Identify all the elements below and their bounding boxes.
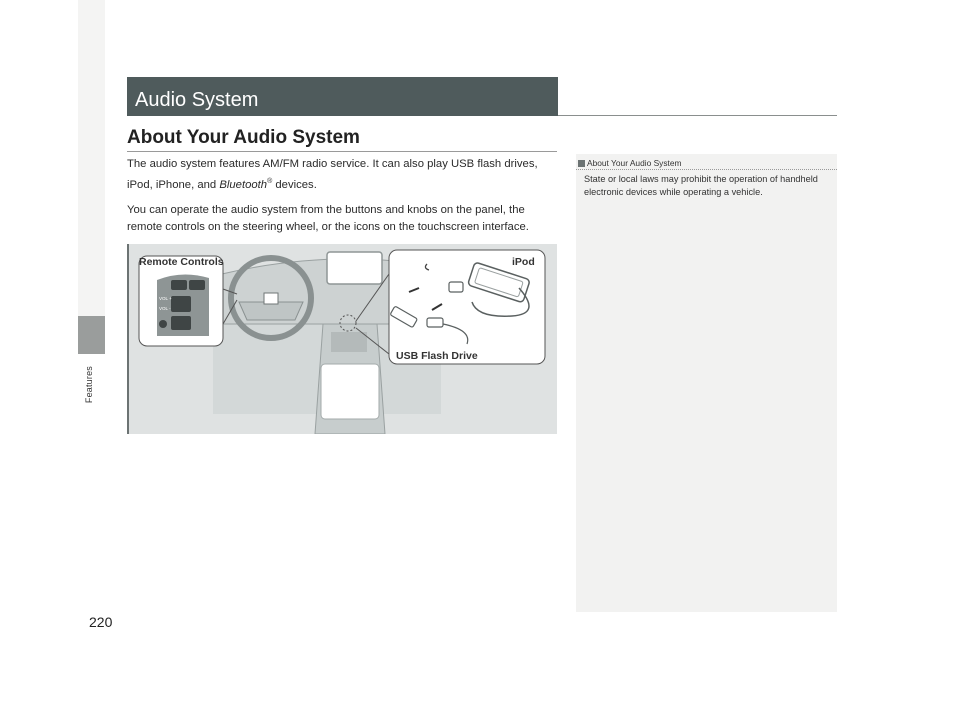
page-number: 220: [89, 614, 113, 630]
usb-flash-drive-label: USB Flash Drive: [396, 350, 478, 362]
note-title-text: About Your Audio System: [587, 158, 682, 168]
section-rule: [558, 115, 837, 116]
heading-rule: [127, 151, 557, 152]
note-title: [578, 158, 682, 168]
intro-text-end: devices.: [272, 178, 317, 191]
section-title: Audio System: [127, 77, 558, 116]
intro-text: The audio system features AM/FM radio service. It can also play USB flash drives, iPod, iPhone, and: [127, 158, 538, 191]
chapter-tab: [78, 316, 105, 354]
vol-down-label: VOL -: [159, 306, 171, 311]
note-text: State or local laws may prohibit the operation of handheld electronic devices while operating a vehicle.: [584, 174, 818, 198]
registered-mark: ®: [267, 178, 273, 185]
controls-paragraph: You can operate the audio system from the buttons and knobs on the panel, the remote controls on the steering wheel, or the icons on the touchscreen interface.: [127, 204, 529, 233]
remote-controls-label: Remote Controls: [139, 256, 224, 268]
page-heading: About Your Audio System: [127, 127, 360, 148]
chapter-label: Features: [84, 366, 94, 404]
note-marker-icon: [578, 160, 585, 167]
note-rule: [576, 169, 837, 170]
bluetooth-brand: Bluetooth: [219, 178, 268, 191]
audio-illustration: [127, 244, 557, 434]
side-strip: [78, 0, 105, 316]
note-panel: [576, 154, 837, 612]
vol-up-label: VOL +: [159, 296, 172, 301]
intro-paragraph: [127, 156, 559, 194]
ipod-label: iPod: [512, 256, 535, 268]
